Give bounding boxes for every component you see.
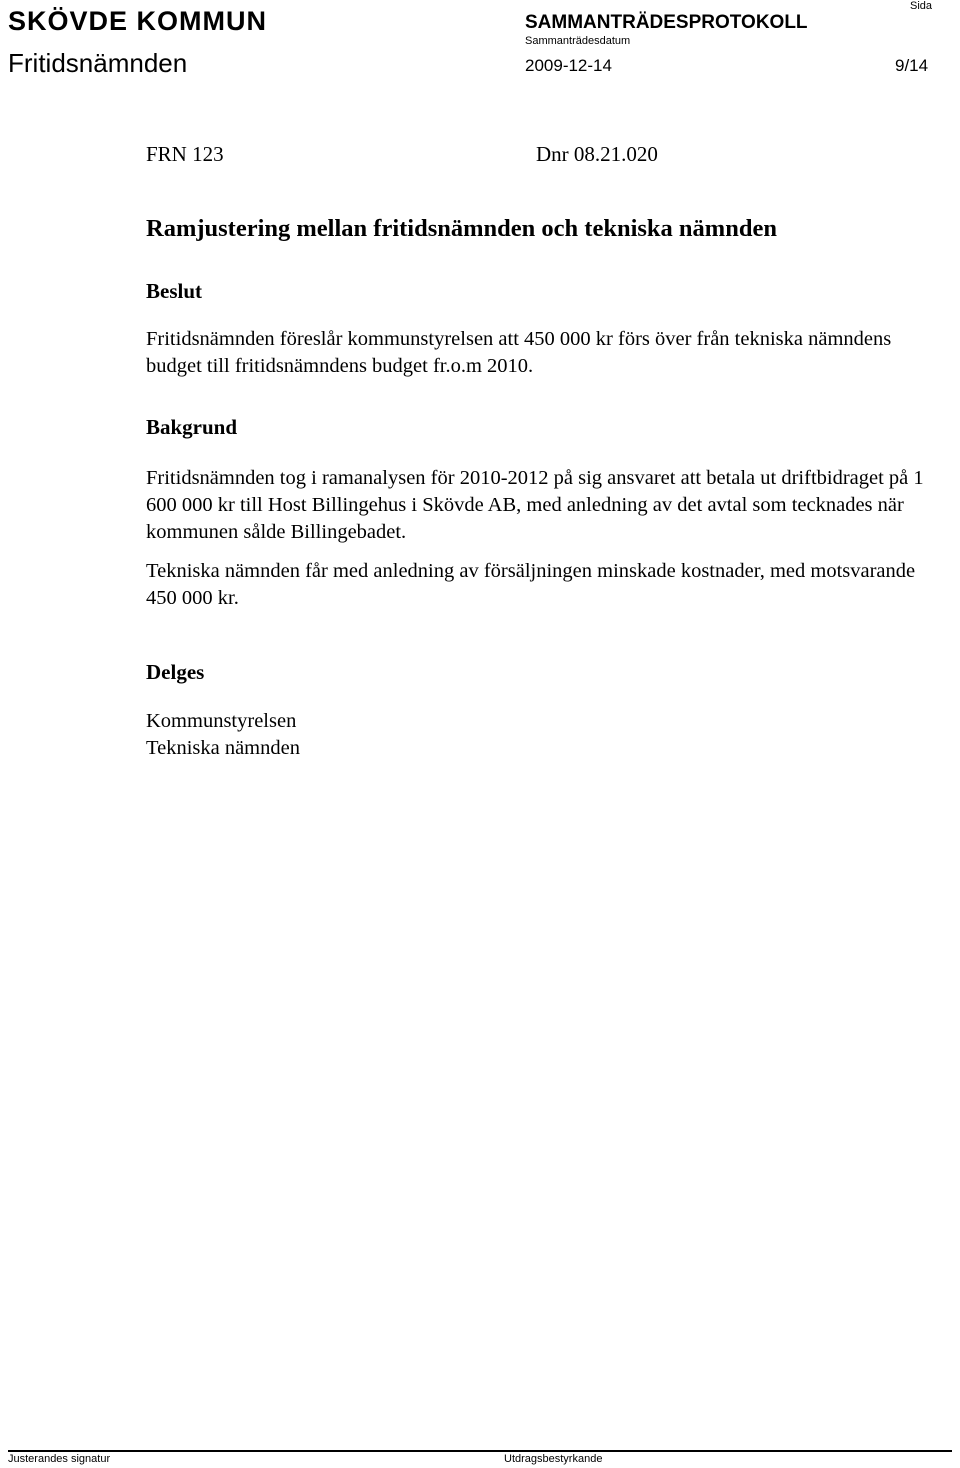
footer-divider: [8, 1450, 952, 1452]
document-title: Ramjustering mellan fritidsnämnden och tekniska nämnden: [146, 215, 777, 242]
recipient-list: [146, 708, 936, 762]
beslut-text: Fritidsnämnden föreslår kommunstyrelsen att 450 000 kr förs över från tekniska nämndens budget till fritidsnämndens budget fr.o.m 2010.: [146, 328, 892, 377]
reference-row: [146, 140, 936, 168]
certification-label: Utdragsbestyrkande: [504, 1453, 603, 1465]
protocol-title: SAMMANTRÄDESPROTOKOLL: [525, 12, 808, 33]
bakgrund-paragraph-1: Fritidsnämnden tog i ramanalysen för 2010-2012 på sig ansvaret att betala ut driftbidraget på 1 600 000 kr till Host Billingehus i Skövde AB, med anledning av det avtal som tecknades när kommunen sålde Billingebadet.: [146, 467, 924, 543]
registration-number: Dnr 08.21.020: [536, 141, 658, 166]
bakgrund-paragraph-2: Tekniska nämnden får med anledning av försäljningen minskade kostnader, med motsvarande 450 000 kr.: [146, 560, 916, 609]
document-body: [146, 140, 936, 762]
section-heading-bakgrund: Bakgrund: [146, 415, 238, 439]
section-heading-beslut: Beslut: [146, 279, 203, 303]
organization-logo: SKÖVDE KOMMUN: [8, 6, 268, 36]
recipient-item: Tekniska nämnden: [146, 737, 300, 759]
section-heading-delges: Delges: [146, 660, 205, 684]
meeting-date-label: Sammanträdesdatum: [525, 35, 631, 47]
page-label: Sida: [910, 0, 933, 12]
paragraph-number: FRN 123: [146, 141, 224, 166]
signature-label: Justerandes signatur: [8, 1453, 111, 1465]
meeting-date: 2009-12-14: [525, 56, 612, 75]
recipient-item: Kommunstyrelsen: [146, 710, 297, 732]
committee-name: Fritidsnämnden: [8, 48, 188, 78]
page-number: 9/14: [895, 56, 929, 75]
